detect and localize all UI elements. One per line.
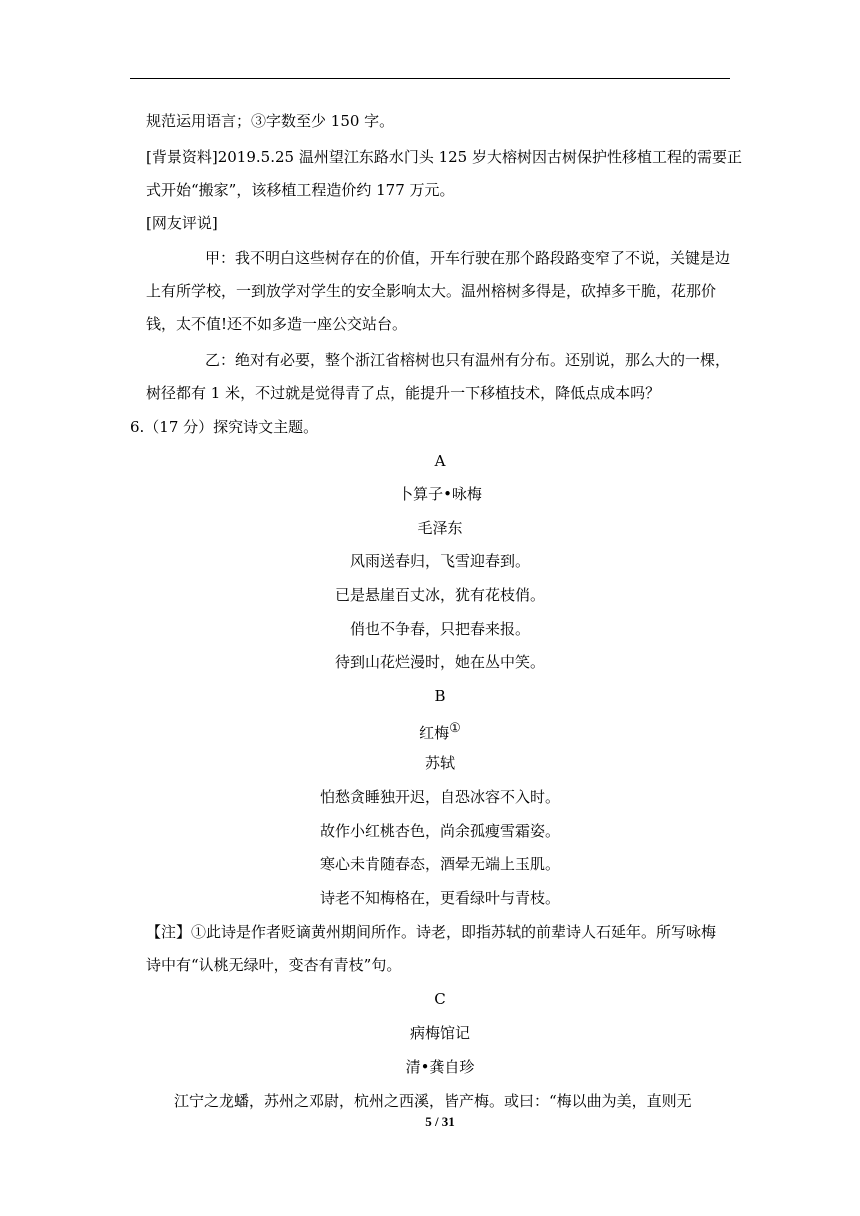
poem-a-label: A xyxy=(434,452,446,470)
comment-b-line-1: 乙：绝对有必要，整个浙江省榕树也只有温州有分布。还别说，那么大的一棵， xyxy=(205,351,731,369)
background-line-1: [背景资料]2019.5.25 温州望江东路水门头 125 岁大榕树因古树保护性移植工程的需要正 xyxy=(146,148,742,166)
comment-a-line-1: 甲：我不明白这些树存在的价值，开车行驶在那个路段路变窄了不说，关键是边 xyxy=(205,249,731,267)
netizen-heading: [网友评说] xyxy=(146,214,218,232)
poem-b-title xyxy=(0,719,860,743)
poem-a-verse: 已是悬崖百丈冰，犹有花枝俏。 xyxy=(334,586,545,604)
prose-c-first-line: 江宁之龙蟠，苏州之邓尉，杭州之西溪，皆产梅。或曰：“梅以曲为美，直则无 xyxy=(174,1092,692,1110)
comment-a-line-2: 上有所学校，一到放学对学生的安全影响太大。温州榕树多得是，砍掉多干脆，花那价 xyxy=(146,282,717,300)
prose-c-label: C xyxy=(434,990,446,1008)
page-number: 5 / 31 xyxy=(425,1114,455,1129)
note-line-2: 诗中有“认桃无绿叶，变杏有青枝”句。 xyxy=(146,956,402,974)
poem-a-verse: 俏也不争春，只把春来报。 xyxy=(349,620,530,638)
comment-b-line-2: 树径都有 1 米，不过就是觉得青了点，能提升一下移植技术，降低点成本吗？ xyxy=(146,384,661,402)
poem-a-verse: 风雨送春归，飞雪迎春到。 xyxy=(349,552,530,570)
question-heading: 6.（17 分）探究诗文主题。 xyxy=(130,418,319,436)
poem-b-verse: 故作小红桃杏色，尚余孤瘦雪霜姿。 xyxy=(319,822,560,840)
background-line-2: 式开始“搬家”，该移植工程造价约 177 万元。 xyxy=(146,181,455,199)
poem-b-verse: 怕愁贪睡独开迟，自恐冰容不入时。 xyxy=(319,788,560,806)
comment-a-line-3: 钱，太不值!还不如多造一座公交站台。 xyxy=(146,315,408,333)
prose-c-author: 清•龚自珍 xyxy=(405,1058,475,1076)
prose-c-title: 病梅馆记 xyxy=(409,1024,470,1042)
requirement-line: 规范运用语言；③字数至少 150 字。 xyxy=(146,112,395,130)
poem-a-title: 卜算子•咏梅 xyxy=(398,485,482,503)
poem-a-verse: 待到山花烂漫时，她在丛中笑。 xyxy=(334,653,545,671)
poem-b-author: 苏轼 xyxy=(424,754,455,772)
poem-b-verse: 寒心未肯随春态，酒晕无端上玉肌。 xyxy=(319,855,560,873)
note-line-1: 【注】①此诗是作者贬谪黄州期间所作。诗老，即指苏轼的前辈诗人石延年。所写咏梅 xyxy=(146,923,717,941)
footnote-marker: ① xyxy=(449,721,461,736)
header-rule xyxy=(130,78,730,79)
poem-b-label: B xyxy=(434,687,446,705)
poem-b-title-text: 红梅 xyxy=(419,724,450,742)
poem-b-verse: 诗老不知梅格在，更看绿叶与青枝。 xyxy=(319,889,560,907)
poem-a-author: 毛泽东 xyxy=(417,519,463,537)
